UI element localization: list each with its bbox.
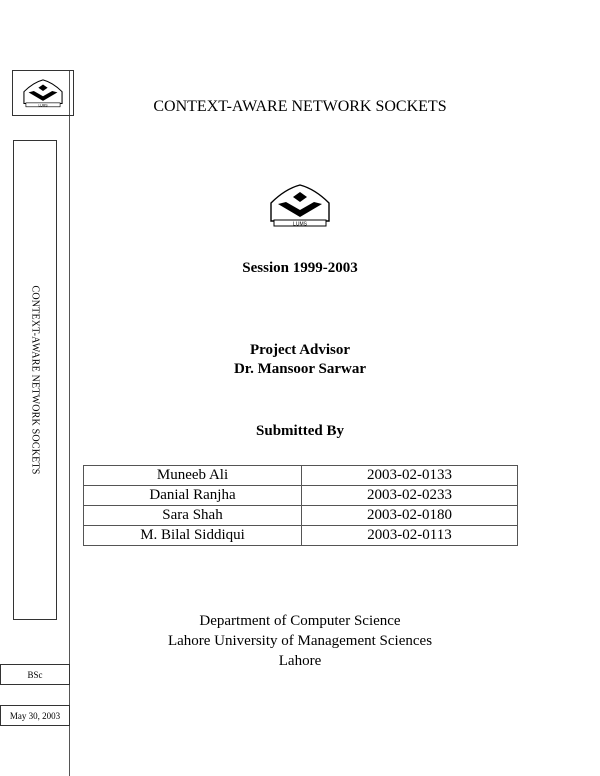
student-name: Sara Shah [84, 506, 302, 526]
advisor-heading: Project Advisor [249, 342, 351, 358]
student-name: Muneeb Ali [84, 466, 302, 486]
center-logo [265, 181, 335, 229]
session: Session 1999-2003 [242, 260, 358, 276]
table-row [84, 526, 518, 546]
spine-title: CONTEXT-AWARE NETWORK SOCKETS [29, 285, 41, 475]
table-row [84, 506, 518, 526]
student-id: 2003-02-0233 [302, 486, 518, 506]
document-title: CONTEXT-AWARE NETWORK SOCKETS [153, 98, 447, 115]
svg-text:LUMS: LUMS [38, 103, 48, 108]
lums-logo-icon [265, 181, 335, 229]
student-name: Danial Ranjha [84, 486, 302, 506]
table-row [84, 466, 518, 486]
advisor-block [100, 341, 500, 379]
student-id: 2003-02-0133 [302, 466, 518, 486]
advisor-name: Dr. Mansoor Sarwar [233, 361, 367, 377]
department: Department of Computer Science [199, 613, 401, 629]
student-id: 2003-02-0113 [302, 526, 518, 546]
footer-block [100, 611, 500, 671]
submitted-heading: Submitted By [256, 423, 344, 439]
students-table [83, 465, 518, 546]
logo-text: LUMS [293, 221, 307, 228]
city: Lahore [278, 653, 322, 669]
university: Lahore University of Management Sciences [167, 633, 433, 649]
spine-date: May 30, 2003 [0, 705, 70, 726]
spine-title-box [13, 140, 57, 620]
lums-logo-icon [20, 75, 66, 111]
student-id: 2003-02-0180 [302, 506, 518, 526]
spine-logo-box [12, 70, 74, 116]
student-name: M. Bilal Siddiqui [84, 526, 302, 546]
table-row [84, 486, 518, 506]
spine-degree: BSc [0, 664, 70, 685]
